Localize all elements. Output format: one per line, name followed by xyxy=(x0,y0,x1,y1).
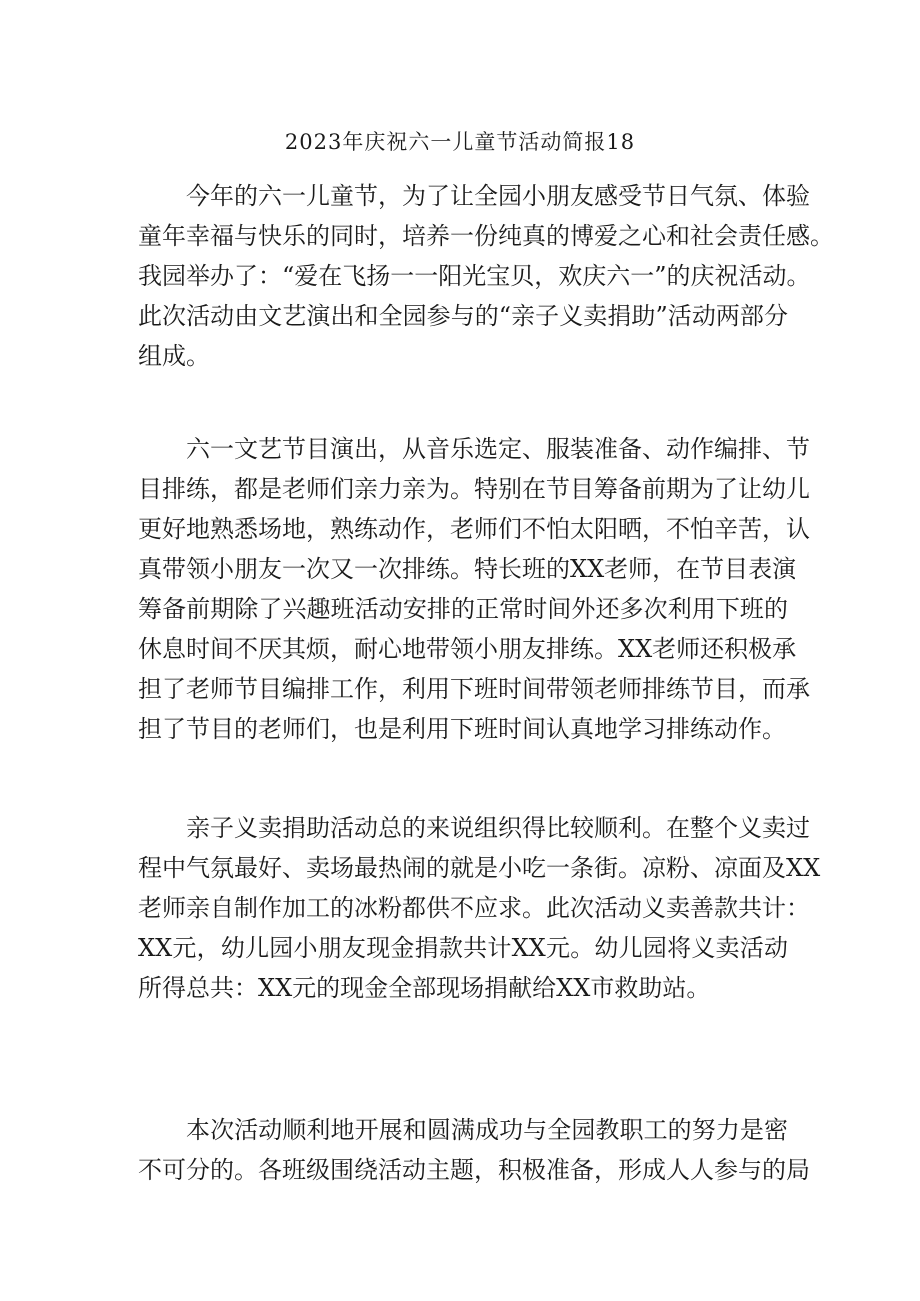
paragraph-line: 亲子义卖捐助活动总的来说组织得比较顺利。在整个义卖过 xyxy=(186,814,810,842)
paragraph-line: 担了节目的老师们，也是利用下班时间认真地学习排练动作。 xyxy=(138,715,786,743)
paragraph-line: 真带领小朋友一次又一次排练。特长班的XX老师，在节目表演 xyxy=(138,555,797,583)
paragraph-line: 担了老师节目编排工作，利用下班时间带领老师排练节目，而承 xyxy=(138,675,810,703)
paragraph-line: 所得总共：XX元的现金全部现场捐献给XX市救助站。 xyxy=(138,974,711,1002)
paragraph-2 xyxy=(138,429,810,749)
paragraph-line: 更好地熟悉场地，熟练动作，老师们不怕太阳晒，不怕辛苦，认 xyxy=(138,515,810,543)
paragraph-line: 此次活动由文艺演出和全园参与的“亲子义卖捐助”活动两部分 xyxy=(138,302,788,330)
paragraph-line: 童年幸福与快乐的同时，培养一份纯真的博爱之心和社会责任感。 xyxy=(138,222,834,250)
paragraph-line: 老师亲自制作加工的冰粉都供不应求。此次活动义卖善款共计： xyxy=(138,894,810,922)
paragraph-line: XX元，幼儿园小朋友现金捐款共计XX元。幼儿园将义卖活动 xyxy=(138,934,788,962)
paragraph-3 xyxy=(138,808,821,1008)
paragraph-line: 六一文艺节目演出，从音乐选定、服装准备、动作编排、节 xyxy=(186,435,810,463)
document-title: 2023年庆祝六一儿童节活动简报18 xyxy=(284,130,636,154)
paragraph-line: 我园举办了：“爱在飞扬一一阳光宝贝，欢庆六一”的庆祝活动。 xyxy=(138,262,811,290)
paragraph-line: 本次活动顺利地开展和圆满成功与全园教职工的努力是密 xyxy=(186,1116,788,1144)
paragraph-line: 目排练，都是老师们亲力亲为。特别在节目筹备前期为了让幼儿 xyxy=(138,475,810,503)
paragraph-line: 休息时间不厌其烦，耐心地带领小朋友排练。XX老师还积极承 xyxy=(138,635,797,663)
paragraph-line: 筹备前期除了兴趣班活动安排的正常时间外还多次利用下班的 xyxy=(138,595,788,623)
paragraph-line: 不可分的。各班级围绕活动主题，积极准备，形成人人参与的局 xyxy=(138,1156,810,1184)
paragraph-1 xyxy=(138,176,834,376)
paragraph-4 xyxy=(138,1110,810,1190)
paragraph-line: 今年的六一儿童节，为了让全园小朋友感受节日气氛、体验 xyxy=(186,182,810,210)
paragraph-line: 程中气氛最好、卖场最热闹的就是小吃一条街。凉粉、凉面及XX xyxy=(138,854,821,882)
paragraph-line: 组成。 xyxy=(138,342,210,370)
